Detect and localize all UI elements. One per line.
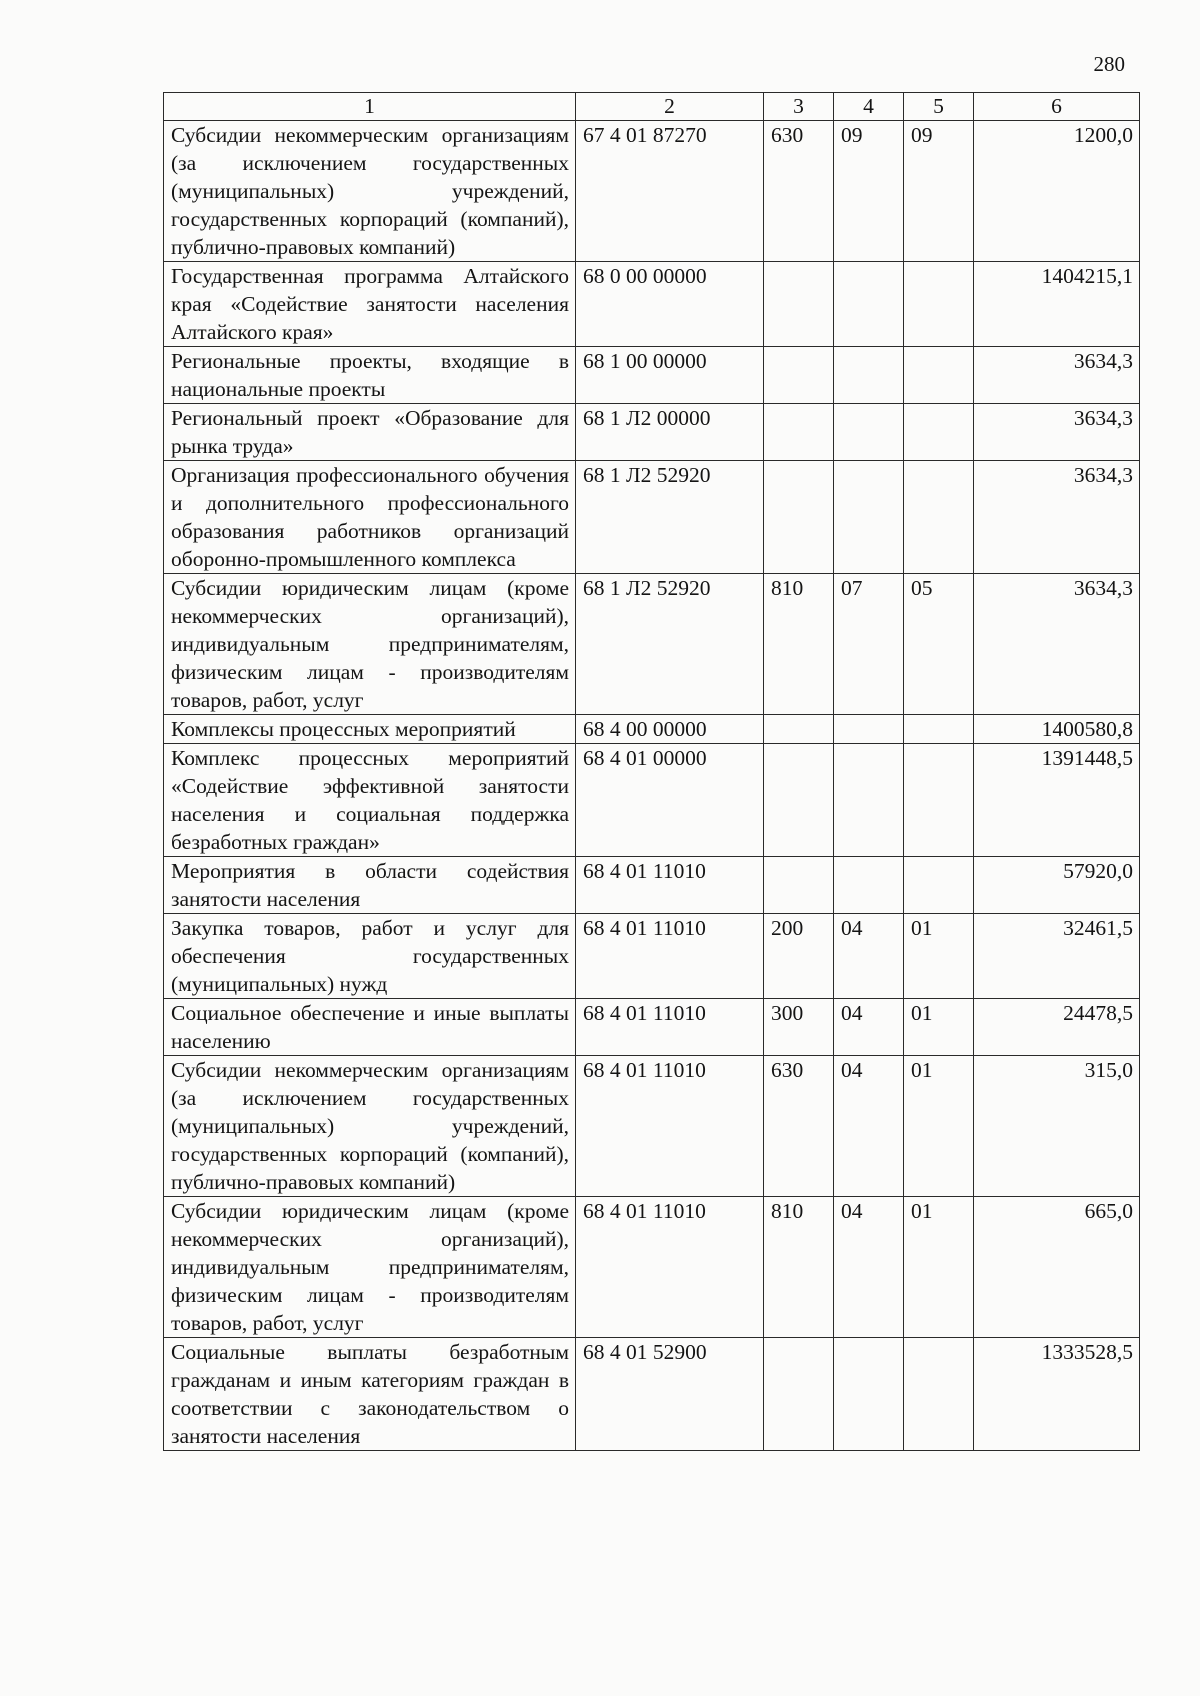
row-amount: 1400580,8 — [974, 715, 1140, 744]
row-expense-type: 630 — [764, 1056, 834, 1197]
column-header: 3 — [764, 93, 834, 121]
header-row — [164, 93, 1140, 121]
table-row — [164, 121, 1140, 262]
row-expense-type: 300 — [764, 999, 834, 1056]
column-header: 6 — [974, 93, 1140, 121]
row-section: 04 — [834, 1197, 904, 1338]
row-amount: 3634,3 — [974, 574, 1140, 715]
row-amount: 1391448,5 — [974, 744, 1140, 857]
row-section — [834, 715, 904, 744]
row-name: Мероприятия в области содействия занятости населения — [164, 857, 576, 914]
row-amount: 32461,5 — [974, 914, 1140, 999]
row-amount: 315,0 — [974, 1056, 1140, 1197]
row-subsection — [904, 262, 974, 347]
table-row — [164, 744, 1140, 857]
row-expense-type — [764, 715, 834, 744]
row-amount: 1200,0 — [974, 121, 1140, 262]
table-row — [164, 1056, 1140, 1197]
row-section: 04 — [834, 999, 904, 1056]
budget-table — [163, 92, 1140, 1451]
row-amount: 3634,3 — [974, 461, 1140, 574]
row-section — [834, 1338, 904, 1451]
row-expense-type — [764, 262, 834, 347]
row-code: 68 1 Л2 52920 — [576, 461, 764, 574]
column-header: 4 — [834, 93, 904, 121]
row-expense-type — [764, 1338, 834, 1451]
row-name: Комплекс процессных мероприятий «Содействие эффективной занятости населения и социальная поддержка безработных граждан» — [164, 744, 576, 857]
page-number: 280 — [1093, 52, 1125, 76]
row-name: Субсидии юридическим лицам (кроме некоммерческих организаций), индивидуальным предпринимателям, физическим лицам - производителям товаров, работ, услуг — [164, 574, 576, 715]
row-name: Организация профессионального обучения и дополнительного профессионального образования работников организаций оборонно-промышленного комплекса — [164, 461, 576, 574]
table-row — [164, 999, 1140, 1056]
row-section — [834, 404, 904, 461]
row-name: Закупка товаров, работ и услуг для обеспечения государственных (муниципальных) нужд — [164, 914, 576, 999]
row-expense-type: 630 — [764, 121, 834, 262]
row-code: 68 4 00 00000 — [576, 715, 764, 744]
row-section: 04 — [834, 914, 904, 999]
row-expense-type — [764, 744, 834, 857]
row-name: Субсидии некоммерческим организациям (за исключением государственных (муниципальных) учреждений, государственных корпораций (компаний), публично-правовых компаний) — [164, 1056, 576, 1197]
row-subsection — [904, 461, 974, 574]
row-name: Субсидии юридическим лицам (кроме некоммерческих организаций), индивидуальным предпринимателям, физическим лицам - производителям товаров, работ, услуг — [164, 1197, 576, 1338]
row-amount: 665,0 — [974, 1197, 1140, 1338]
row-subsection: 01 — [904, 1197, 974, 1338]
row-name: Комплексы процессных мероприятий — [164, 715, 576, 744]
table-row — [164, 857, 1140, 914]
row-code: 68 1 Л2 52920 — [576, 574, 764, 715]
row-name: Региональный проект «Образование для рынка труда» — [164, 404, 576, 461]
table-row — [164, 461, 1140, 574]
row-section: 04 — [834, 1056, 904, 1197]
row-subsection: 01 — [904, 914, 974, 999]
row-section — [834, 262, 904, 347]
row-code: 68 1 Л2 00000 — [576, 404, 764, 461]
row-expense-type: 200 — [764, 914, 834, 999]
row-expense-type — [764, 347, 834, 404]
row-subsection — [904, 857, 974, 914]
row-code: 68 4 01 11010 — [576, 857, 764, 914]
row-code: 68 0 00 00000 — [576, 262, 764, 347]
row-section — [834, 461, 904, 574]
row-expense-type: 810 — [764, 574, 834, 715]
table-row — [164, 715, 1140, 744]
row-subsection — [904, 347, 974, 404]
row-subsection: 05 — [904, 574, 974, 715]
column-header: 5 — [904, 93, 974, 121]
row-subsection: 01 — [904, 1056, 974, 1197]
row-code: 68 4 01 11010 — [576, 1056, 764, 1197]
row-amount: 3634,3 — [974, 404, 1140, 461]
row-section: 07 — [834, 574, 904, 715]
row-subsection — [904, 744, 974, 857]
row-subsection — [904, 715, 974, 744]
row-section — [834, 347, 904, 404]
row-amount: 3634,3 — [974, 347, 1140, 404]
row-expense-type — [764, 461, 834, 574]
row-subsection: 01 — [904, 999, 974, 1056]
table-row — [164, 1338, 1140, 1451]
row-amount: 24478,5 — [974, 999, 1140, 1056]
row-name: Региональные проекты, входящие в национальные проекты — [164, 347, 576, 404]
row-code: 68 4 01 00000 — [576, 744, 764, 857]
row-name: Государственная программа Алтайского края «Содействие занятости населения Алтайского края» — [164, 262, 576, 347]
table-row — [164, 1197, 1140, 1338]
row-code: 68 4 01 11010 — [576, 1197, 764, 1338]
row-name: Субсидии некоммерческим организациям (за исключением государственных (муниципальных) учреждений, государственных корпораций (компаний), публично-правовых компаний) — [164, 121, 576, 262]
row-code: 67 4 01 87270 — [576, 121, 764, 262]
row-section — [834, 744, 904, 857]
table-row — [164, 404, 1140, 461]
row-amount: 1404215,1 — [974, 262, 1140, 347]
row-section — [834, 857, 904, 914]
column-header: 1 — [164, 93, 576, 121]
row-section: 09 — [834, 121, 904, 262]
row-subsection: 09 — [904, 121, 974, 262]
row-subsection — [904, 404, 974, 461]
row-subsection — [904, 1338, 974, 1451]
row-code: 68 1 00 00000 — [576, 347, 764, 404]
row-code: 68 4 01 52900 — [576, 1338, 764, 1451]
row-amount: 57920,0 — [974, 857, 1140, 914]
row-code: 68 4 01 11010 — [576, 999, 764, 1056]
row-code: 68 4 01 11010 — [576, 914, 764, 999]
row-expense-type: 810 — [764, 1197, 834, 1338]
table-row — [164, 347, 1140, 404]
row-name: Социальные выплаты безработным гражданам и иным категориям граждан в соответствии с законодательством о занятости населения — [164, 1338, 576, 1451]
row-amount: 1333528,5 — [974, 1338, 1140, 1451]
row-name: Социальное обеспечение и иные выплаты населению — [164, 999, 576, 1056]
row-expense-type — [764, 857, 834, 914]
table-row — [164, 914, 1140, 999]
table-row — [164, 262, 1140, 347]
table-row — [164, 574, 1140, 715]
column-header: 2 — [576, 93, 764, 121]
row-expense-type — [764, 404, 834, 461]
